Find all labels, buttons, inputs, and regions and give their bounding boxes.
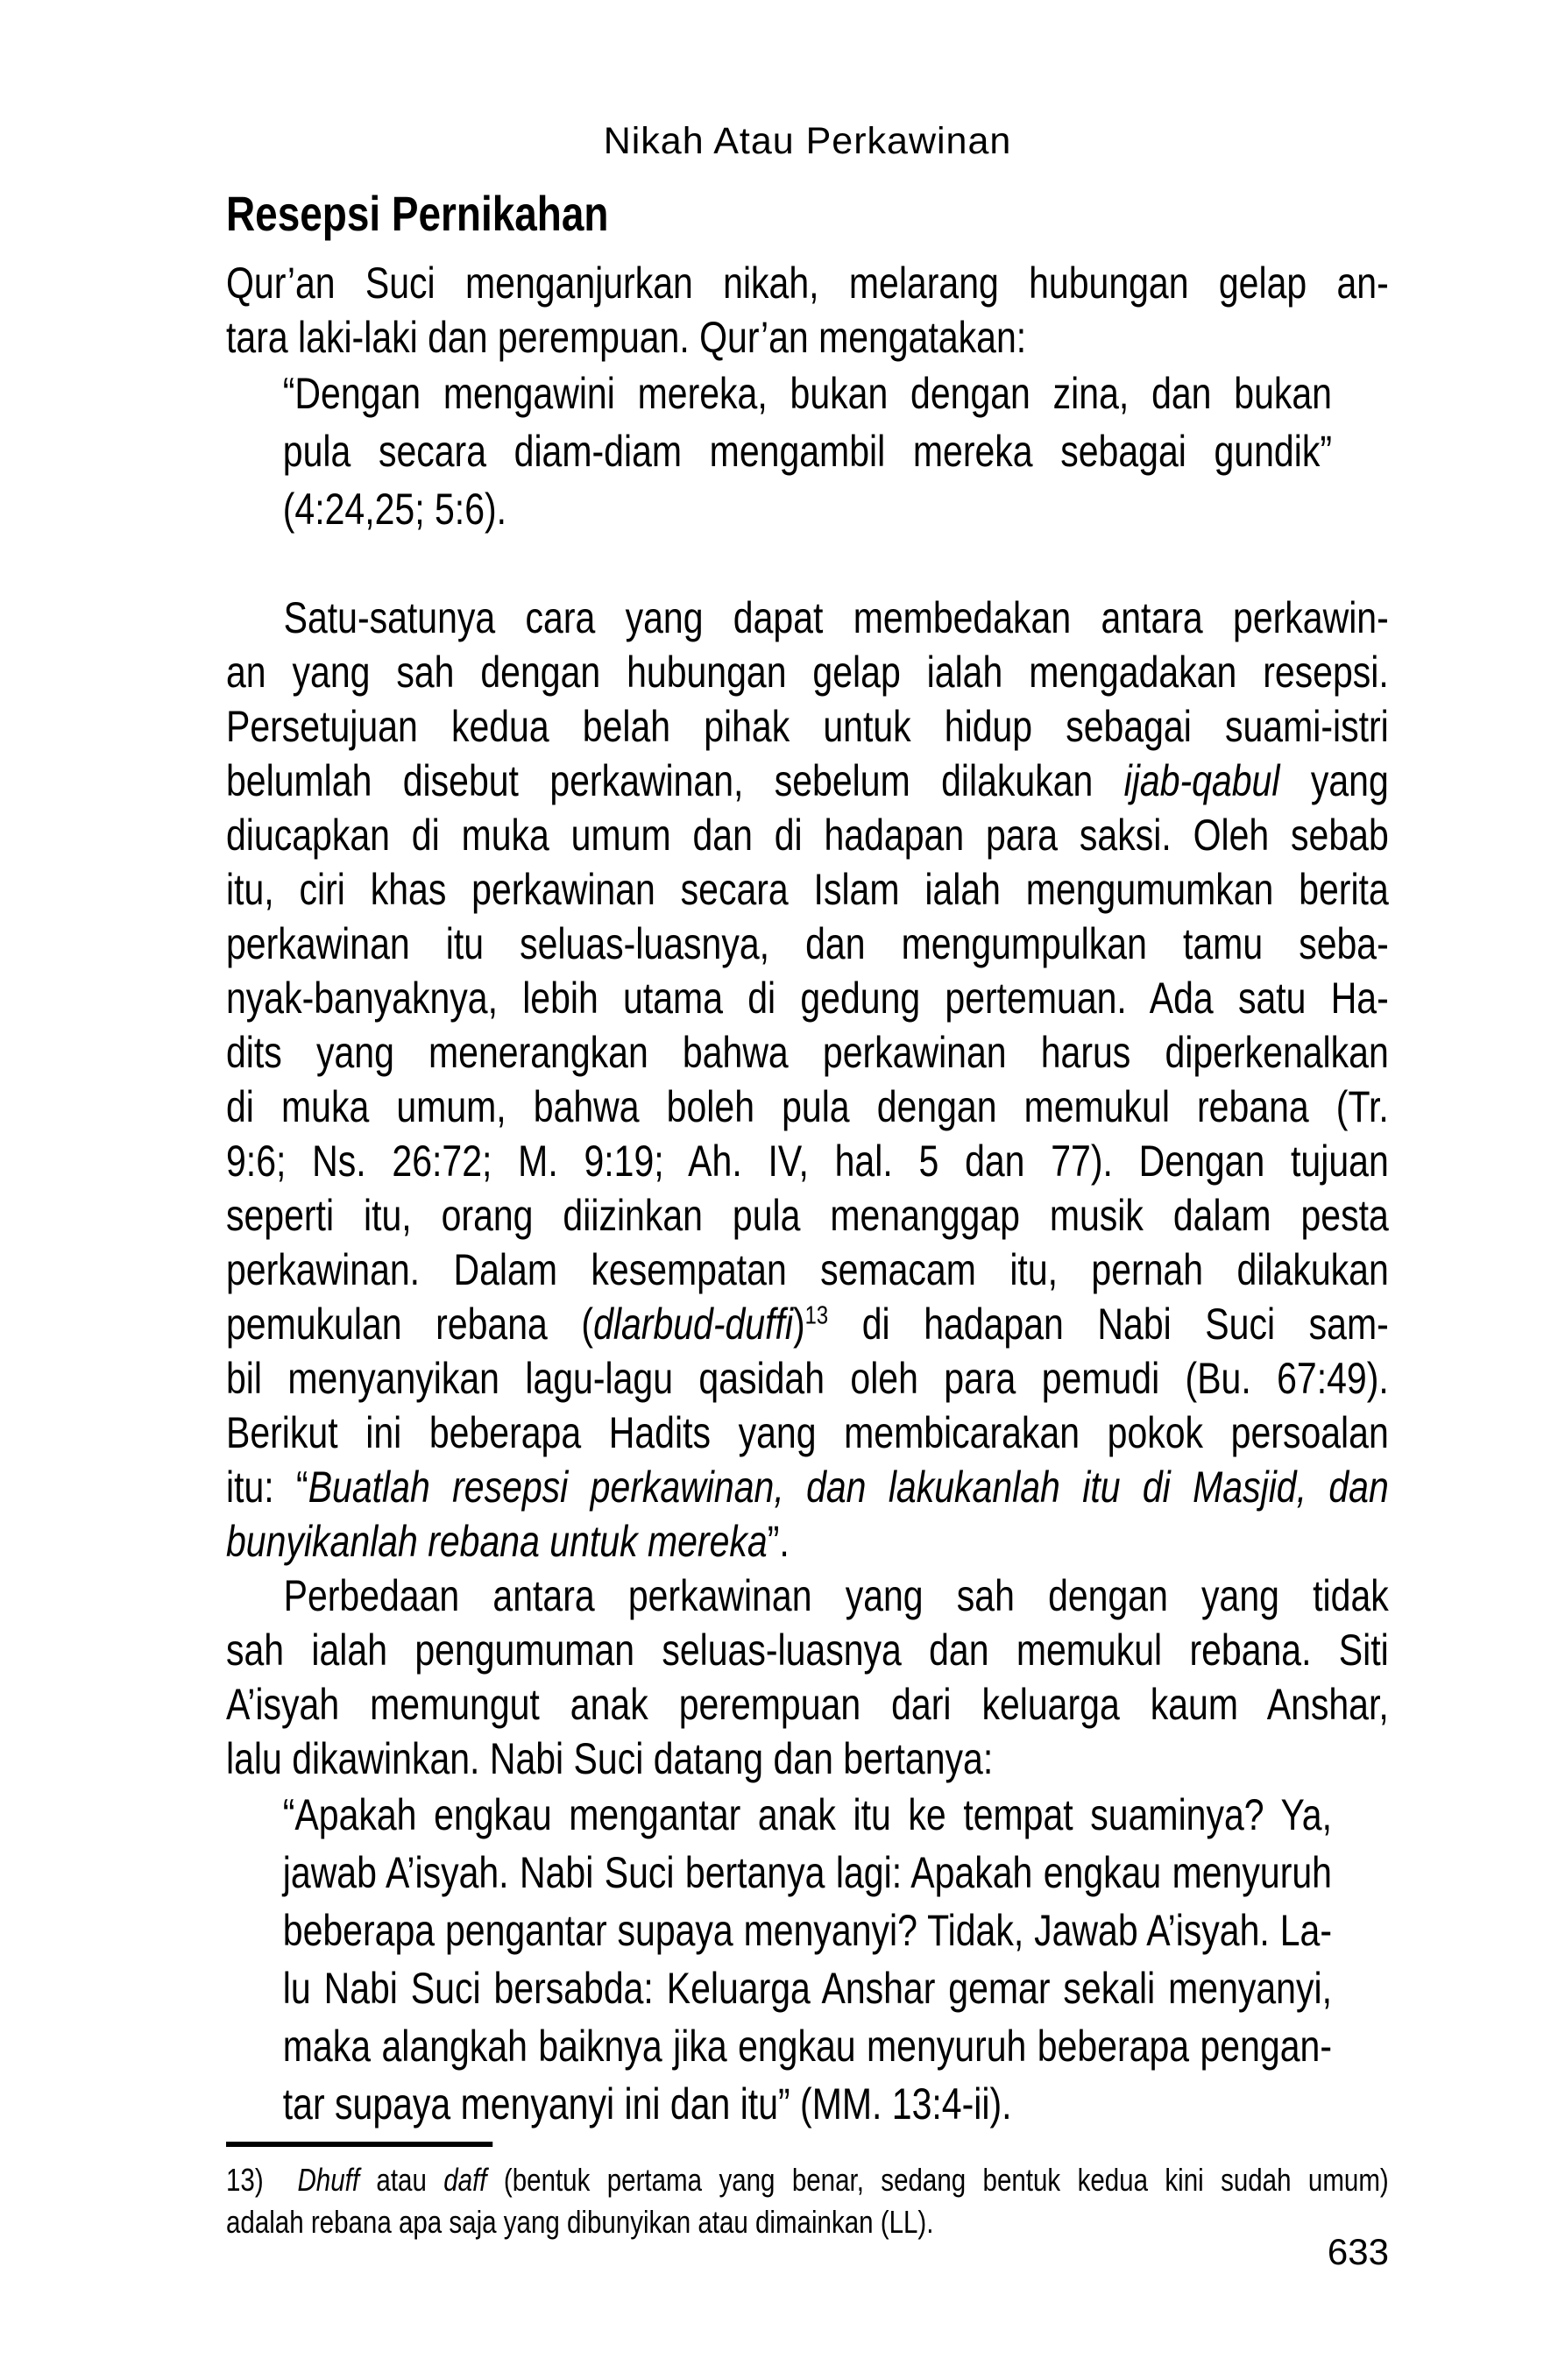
text-line: Perbedaan antara perkawinan yang sah dengan yang tidak [283, 1571, 1389, 1620]
footnote-separator [226, 2142, 492, 2147]
text-line: “Dengan mengawini mereka, bukan dengan zina, dan bukan [282, 369, 1332, 418]
text-line: bunyikanlah rebana untuk mereka”. [226, 1517, 790, 1566]
text-line: seperti itu, orang diizinkan pula menanggap musik dalam pesta [226, 1191, 1389, 1240]
text-line: maka alangkah baiknya jika engkau menyuruh beberapa pengan- [282, 2022, 1332, 2071]
paragraph-intro [226, 256, 1389, 365]
text-line: A’isyah memungut anak perempuan dari keluarga kaum Anshar, [226, 1680, 1389, 1729]
text-line: itu: “Buatlah resepsi perkawinan, dan lakukanlah itu di Masjid, dan [226, 1463, 1389, 1512]
text-line: di muka umum, bahwa boleh pula dengan memukul rebana (Tr. [226, 1082, 1389, 1131]
text-line: (4:24,25; 5:6). [282, 485, 507, 534]
text-line: lalu dikawinkan. Nabi Suci datang dan bertanya: [226, 1734, 994, 1783]
quote-block-quran [283, 365, 1332, 538]
text-line: pemukulan rebana (dlarbud-duffi)$^{13}$ di hadapan Nabi Suci sam- [226, 1300, 1389, 1349]
text-line: 13) Dhuff atau daff (bentuk pertama yang benar, sedang bentuk kedua kini sudah umum) [226, 2162, 1389, 2198]
text-line: “Apakah engkau mengantar anak itu ke tempat suaminya? Ya, [282, 1790, 1332, 1839]
text-line: sah ialah pengumuman seluas-luasnya dan memukul rebana. Siti [226, 1626, 1389, 1675]
text-line: tara laki-laki dan perempuan. Qur’an mengatakan: [226, 313, 1027, 362]
text-line: belumlah disebut perkawinan, sebelum dilakukan ijab-qabul yang [226, 756, 1389, 805]
text-line: Berikut ini beberapa Hadits yang membicarakan pokok persoalan [226, 1408, 1389, 1457]
text-line: adalah rebana apa saja yang dibunyikan atau dimainkan (LL). [226, 2204, 934, 2240]
text-line: 9:6; Ns. 26:72; M. 9:19; Ah. IV, hal. 5 dan 77). Dengan tujuan [226, 1137, 1389, 1186]
text-line: Persetujuan kedua belah pihak untuk hidup sebagai suami-istri [226, 702, 1389, 751]
text-line: lu Nabi Suci bersabda: Keluarga Anshar gemar sekali menyanyi, [282, 1964, 1332, 2013]
text-line: diucapkan di muka umum dan di hadapan para saksi. Oleh sebab [226, 811, 1389, 860]
paragraph-perbedaan [226, 1569, 1389, 1786]
page-number: 633 [1327, 2231, 1389, 2272]
text-line: Qur’an Suci menganjurkan nikah, melarang hubungan gelap an- [226, 259, 1389, 308]
section-title: Resepsi Pernikahan [226, 186, 609, 241]
text-line: bil menyanyikan lagu-lagu qasidah oleh para pemudi (Bu. 67:49). [226, 1354, 1389, 1403]
text-line: Satu-satunya cara yang dapat membedakan antara perkawin- [283, 593, 1389, 642]
text-column [226, 186, 1389, 2243]
text-line: perkawinan. Dalam kesempatan semacam itu, pernah dilakukan [226, 1245, 1389, 1294]
text-line: an yang sah dengan hubungan gelap ialah mengadakan resepsi. [226, 648, 1389, 697]
text-line: itu, ciri khas perkawinan secara Islam ialah mengumumkan berita [226, 865, 1389, 914]
text-line: perkawinan itu seluas-luasnya, dan mengumpulkan tamu seba- [226, 919, 1389, 968]
text-line: beberapa pengantar supaya menyanyi? Tidak, Jawab A’isyah. La- [282, 1906, 1332, 1955]
footnote [226, 2159, 1389, 2243]
running-header: Nikah Atau Perkawinan [603, 120, 1012, 162]
quote-block-hadits [283, 1786, 1332, 2133]
text-line: dits yang menerangkan bahwa perkawinan harus diperkenalkan [226, 1028, 1389, 1077]
text-line: tar supaya menyanyi ini dan itu” (MM. 13:4-ii). [282, 2079, 1012, 2129]
paragraph-main [226, 591, 1389, 1569]
text-line: pula secara diam-diam mengambil mereka sebagai gundik” [282, 427, 1332, 476]
text-line: nyak-banyaknya, lebih utama di gedung pertemuan. Ada satu Ha- [226, 974, 1389, 1023]
text-line: jawab A’isyah. Nabi Suci bertanya lagi: Apakah engkau menyuruh [282, 1848, 1332, 1897]
